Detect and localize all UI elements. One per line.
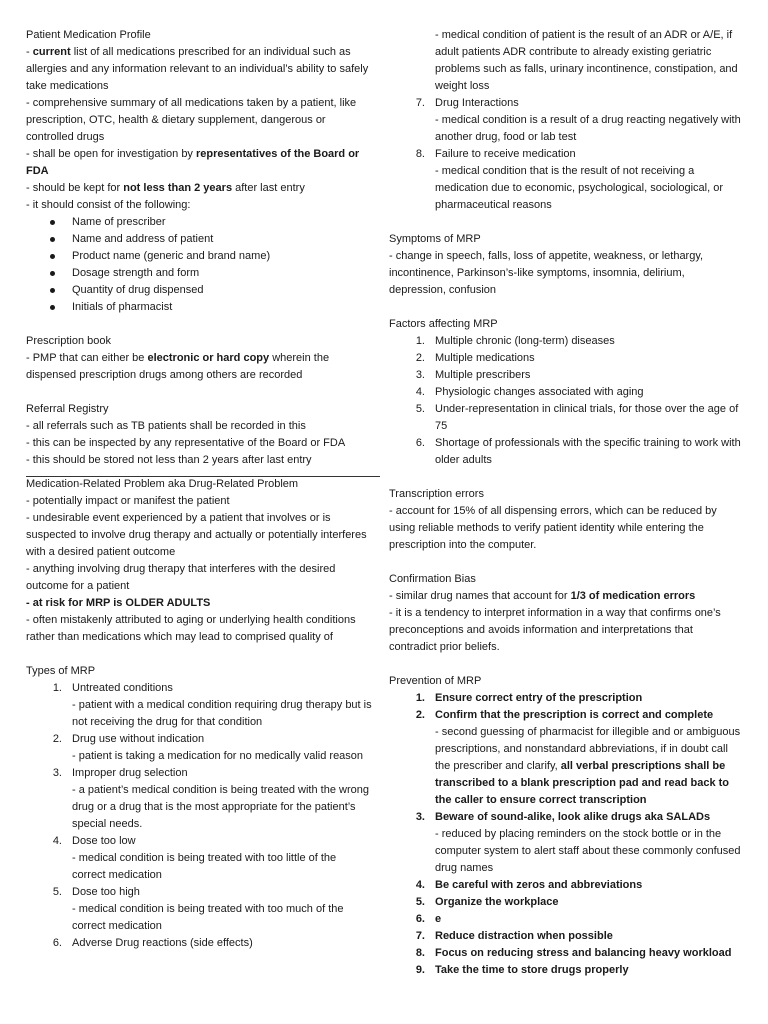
list-item bbox=[389, 350, 743, 367]
prevention-list bbox=[389, 690, 743, 979]
factors-section bbox=[389, 316, 743, 469]
mrp-line-4: - at risk for MRP is OLDER ADULTS bbox=[26, 597, 211, 609]
item-title: Reduce distraction when possible bbox=[435, 930, 613, 942]
item-title: Dose too high bbox=[72, 886, 140, 898]
mrp-section bbox=[26, 476, 372, 646]
item-title: Drug use without indication bbox=[72, 733, 205, 745]
mrp-line-3: - anything involving drug therapy that interferes with the desired outcome for a patient bbox=[26, 563, 336, 592]
pmp-line-1-bold: current bbox=[32, 46, 71, 58]
list-item bbox=[389, 435, 743, 469]
list-item: Quantity of drug dispensed bbox=[26, 282, 372, 299]
pmp-line-3-a: - shall be open for investigation by bbox=[26, 148, 196, 160]
item-detail: - patient is taking a medication for no medically valid reason bbox=[72, 750, 364, 762]
confirmation-bias-line-1-a: - similar drug names that account for bbox=[389, 590, 571, 602]
item-number: 3. bbox=[415, 369, 425, 381]
item-number: 6. bbox=[415, 913, 425, 925]
item-number: 2. bbox=[52, 733, 62, 745]
item-title: Drug Interactions bbox=[435, 97, 519, 109]
list-item bbox=[389, 690, 743, 707]
item-detail: - medical condition of patient is the result of an ADR or A/E, if adult patients ADR contribute to already existing geriatric problems such as falls, urinary incontinence, constipation, and weight loss bbox=[435, 29, 738, 92]
referral-registry-heading: Referral Registry bbox=[26, 403, 109, 415]
symptoms-text: - change in speech, falls, loss of appetite, weakness, or lethargy, incontinence, Parkinson’s-like symptoms, insomnia, delirium, depression, confusion bbox=[389, 250, 704, 296]
item-detail: - medical condition is being treated with too much of the correct medication bbox=[72, 903, 344, 932]
confirmation-bias-section bbox=[389, 571, 743, 656]
prescription-book-line-1-c: wherein the dispensed prescription drugs among others are recorded bbox=[26, 352, 330, 381]
types-of-mrp-heading: Types of MRP bbox=[26, 665, 96, 677]
referral-line-3: - this should be stored not less than 2 years after last entry bbox=[26, 454, 312, 466]
item-detail: - medical condition that is the result of not receiving a medication due to economic, psychological, sociological, or pharmaceutical reasons bbox=[435, 165, 723, 211]
list-item bbox=[389, 401, 743, 435]
item-detail: - a patient’s medical condition is being treated with the wrong drug or a drug that is the most appropriate for the patient’s special needs. bbox=[72, 784, 369, 830]
item-title: e bbox=[435, 913, 442, 925]
pmp-line-1-a: - bbox=[26, 46, 33, 58]
list-item: Dosage strength and form bbox=[26, 265, 372, 282]
list-item bbox=[389, 894, 743, 911]
item-title: Beware of sound-alike, look alike drugs aka SALADs bbox=[435, 811, 711, 823]
list-item bbox=[389, 333, 743, 350]
pmp-bullet-list bbox=[26, 214, 372, 316]
item-number: 1. bbox=[415, 692, 425, 704]
item-number: 3. bbox=[52, 767, 62, 779]
list-item bbox=[26, 680, 372, 731]
item-title: Adverse Drug reactions (side effects) bbox=[72, 937, 253, 949]
list-item bbox=[389, 911, 743, 928]
item-number: 5. bbox=[415, 896, 425, 908]
transcription-errors-section bbox=[389, 486, 743, 554]
list-item: Product name (generic and brand name) bbox=[26, 248, 372, 265]
item-detail: - medical condition is being treated with too little of the correct medication bbox=[72, 852, 337, 881]
item-number: 6. bbox=[415, 437, 425, 449]
item-detail: - medical condition is a result of a drug reacting negatively with another drug, food or lab test bbox=[435, 114, 741, 143]
transcription-errors-heading: Transcription errors bbox=[389, 488, 484, 500]
mrp-line-2: - undesirable event experienced by a patient that involves or is suspected to involve drug therapy and actually or potentially interferes with a desired patient outcome bbox=[26, 512, 367, 558]
factors-heading: Factors affecting MRP bbox=[389, 318, 498, 330]
list-item bbox=[26, 935, 372, 952]
item-number: 8. bbox=[415, 947, 425, 959]
item-title: Improper drug selection bbox=[72, 767, 188, 779]
pmp-line-4-a: - should be kept for bbox=[26, 182, 124, 194]
item-title: Ensure correct entry of the prescription bbox=[435, 692, 643, 704]
list-item bbox=[389, 945, 743, 962]
confirmation-bias-line-1-bold: 1/3 of medication errors bbox=[570, 590, 696, 602]
list-item: Initials of pharmacist bbox=[26, 299, 372, 316]
referral-line-2: - this can be inspected by any representative of the Board or FDA bbox=[26, 437, 346, 449]
item-title: Dose too low bbox=[72, 835, 136, 847]
mrp-line-5: - often mistakenly attributed to aging or underlying health conditions rather than medications which may lead to comprised quality of bbox=[26, 614, 356, 643]
item-detail: - patient with a medical condition requiring drug therapy but is not receiving the drug for that condition bbox=[72, 699, 372, 728]
item-title: Focus on reducing stress and balancing heavy workload bbox=[435, 947, 732, 959]
prescription-book-line-1-bold: electronic or hard copy bbox=[147, 352, 270, 364]
referral-registry-section bbox=[26, 401, 372, 469]
prescription-book-line-1-a: - PMP that can either be bbox=[26, 352, 148, 364]
list-item bbox=[26, 765, 372, 833]
item-title: Multiple prescribers bbox=[435, 369, 531, 381]
types-of-mrp-list-continued bbox=[389, 27, 743, 214]
confirmation-bias-line-1 bbox=[389, 588, 743, 605]
pmp-line-1 bbox=[26, 44, 372, 95]
pmp-section bbox=[26, 27, 372, 316]
item-title: Physiologic changes associated with aging bbox=[435, 386, 644, 398]
item-number: 7. bbox=[415, 930, 425, 942]
confirmation-bias-heading: Confirmation Bias bbox=[389, 573, 476, 585]
types-of-mrp-section bbox=[26, 663, 372, 952]
item-detail-bold: all verbal prescriptions shall be transcribed to a blank prescription pad and read back to the caller to ensure correct transcription bbox=[435, 760, 730, 806]
pmp-line-4-bold: not less than 2 years bbox=[123, 182, 233, 194]
types-of-mrp-list bbox=[26, 680, 372, 952]
list-item bbox=[389, 146, 743, 214]
item-title: Under-representation in clinical trials, for those over the age of 75 bbox=[435, 403, 739, 432]
item-number: 4. bbox=[415, 879, 425, 891]
left-column bbox=[26, 27, 372, 952]
pmp-line-3-bold: representatives of the Board or FDA bbox=[26, 148, 360, 177]
item-title: Be careful with zeros and abbreviations bbox=[435, 879, 643, 891]
list-item bbox=[389, 809, 743, 877]
item-number: 6. bbox=[52, 937, 62, 949]
pmp-line-2: - comprehensive summary of all medications taken by a patient, like prescription, OTC, health & dietary supplement, dangerous or controlled drugs bbox=[26, 97, 357, 143]
transcription-errors-text: - account for 15% of all dispensing errors, which can be reduced by using reliable methods to verify patient identity while entering the prescription into the computer. bbox=[389, 505, 717, 551]
right-column bbox=[389, 27, 743, 979]
item-number: 4. bbox=[52, 835, 62, 847]
item-title: Failure to receive medication bbox=[435, 148, 576, 160]
list-item bbox=[389, 27, 743, 95]
prescription-book-line-1 bbox=[26, 350, 372, 384]
item-title: Multiple medications bbox=[435, 352, 535, 364]
pmp-line-1-c: list of all medications prescribed for an individual such as allergies and any information relevant to an individual’s ability to safely take medications bbox=[26, 46, 369, 92]
item-title: Multiple chronic (long-term) diseases bbox=[435, 335, 615, 347]
item-number: 5. bbox=[415, 403, 425, 415]
list-item bbox=[389, 384, 743, 401]
item-number: 8. bbox=[415, 148, 425, 160]
mrp-heading: Medication-Related Problem aka Drug-Related Problem bbox=[26, 478, 299, 490]
pmp-line-4 bbox=[26, 180, 372, 197]
item-number: 1. bbox=[415, 335, 425, 347]
symptoms-heading: Symptoms of MRP bbox=[389, 233, 481, 245]
item-title: Confirm that the prescription is correct and complete bbox=[435, 709, 714, 721]
pmp-line-3 bbox=[26, 146, 372, 180]
referral-line-1: - all referrals such as TB patients shall be recorded in this bbox=[26, 420, 306, 432]
pmp-heading: Patient Medication Profile bbox=[26, 29, 151, 41]
list-item bbox=[26, 884, 372, 935]
item-number: 7. bbox=[415, 97, 425, 109]
prevention-heading: Prevention of MRP bbox=[389, 675, 482, 687]
list-item bbox=[389, 962, 743, 979]
item-detail-a: - second guessing of pharmacist for illegible and or ambiguous prescriptions, and nonstandard abbreviations, if in doubt call the prescriber and clarify, bbox=[435, 726, 741, 772]
item-detail bbox=[435, 724, 743, 809]
item-title: Untreated conditions bbox=[72, 682, 173, 694]
list-item bbox=[26, 731, 372, 765]
item-number: 4. bbox=[415, 386, 425, 398]
item-title: Organize the workplace bbox=[435, 896, 559, 908]
symptoms-section bbox=[389, 231, 743, 299]
list-item bbox=[389, 877, 743, 894]
pmp-line-4-c: after last entry bbox=[232, 182, 305, 194]
list-item bbox=[389, 928, 743, 945]
list-item bbox=[389, 707, 743, 809]
prescription-book-heading: Prescription book bbox=[26, 335, 111, 347]
item-title: Take the time to store drugs properly bbox=[435, 964, 629, 976]
list-item bbox=[389, 95, 743, 146]
factors-list bbox=[389, 333, 743, 469]
item-detail: - reduced by placing reminders on the stock bottle or in the computer system to alert staff about these commonly confused drug names bbox=[435, 828, 741, 874]
list-item bbox=[389, 367, 743, 384]
item-title: Shortage of professionals with the specific training to work with older adults bbox=[435, 437, 741, 466]
confirmation-bias-line-2: - it is a tendency to interpret information in a way that confirms one’s preconceptions and avoids information and interpretations that contradict prior beliefs. bbox=[389, 607, 721, 653]
list-item: Name and address of patient bbox=[26, 231, 372, 248]
pmp-line-5: - it should consist of the following: bbox=[26, 199, 191, 211]
item-number: 2. bbox=[415, 709, 425, 721]
item-number: 3. bbox=[415, 811, 425, 823]
list-item: Name of prescriber bbox=[26, 214, 372, 231]
item-number: 9. bbox=[415, 964, 425, 976]
prevention-section bbox=[389, 673, 743, 979]
mrp-line-1: - potentially impact or manifest the patient bbox=[26, 495, 230, 507]
list-item bbox=[26, 833, 372, 884]
item-number: 1. bbox=[52, 682, 62, 694]
item-number: 2. bbox=[415, 352, 425, 364]
item-number: 5. bbox=[52, 886, 62, 898]
types-of-mrp-continued bbox=[389, 27, 743, 214]
prescription-book-section bbox=[26, 333, 372, 384]
